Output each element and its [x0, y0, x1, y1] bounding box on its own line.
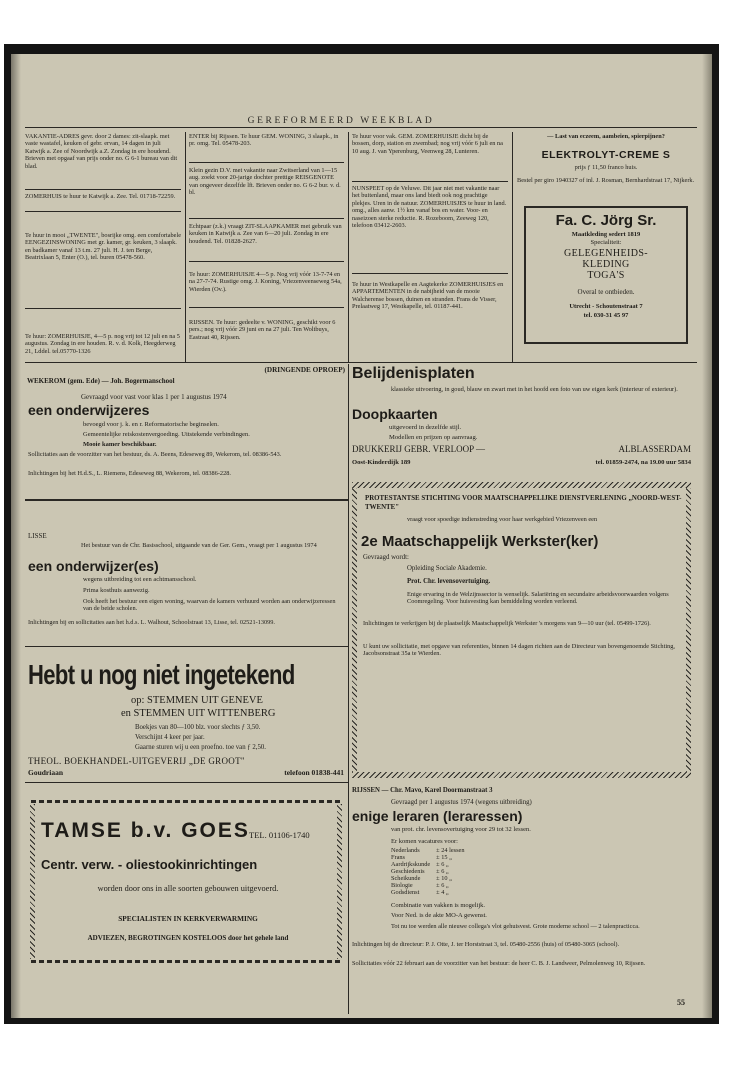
- page-shadow-right: [702, 54, 712, 1018]
- stichting-border-left: [352, 488, 357, 772]
- rijssen-info: Inlichtingen bij de directeur: P. J. Otte, J. ter Horststraat 3, tel. 05480-2556 (huis) of 05480-3065 (school).: [352, 941, 620, 948]
- wekerom-intro: Gevraagd voor vast voor klas 1 per 1 augustus 1974: [81, 393, 227, 401]
- subject-table: [391, 847, 470, 896]
- tamse-border-right: [337, 804, 342, 959]
- wekerom-info: Inlichtingen bij het H.d.S., L. Riemens, Edeseweg 88, Wekerom, tel. 08386-228.: [28, 470, 231, 477]
- subject-row: [391, 861, 470, 868]
- rijssen-applications: Sollicitaties vóór 22 februari aan de voorzitter van het bestuur: de heer C. B. J. Landweer, Pelmolenweg 10, Rijssen.: [352, 960, 646, 967]
- stemmen-geneve: op: STEMMEN UIT GENEVE: [131, 695, 263, 706]
- publisher-phone: telefoon 01838-441: [284, 768, 344, 777]
- jorg-advertisement: [524, 206, 688, 344]
- rijssen-intro: Gevraagd per 1 augustus 1974 (wegens uitbreiding): [391, 799, 532, 806]
- stichting-information: Inlichtingen te verkrijgen bij de plaatselijk Maatschappelijk Werkster 's morgens van 9—10 uur (tel. 05499-1726).: [363, 620, 651, 627]
- rijssen-heading: enige leraren (leraressen): [352, 808, 523, 824]
- subject-row: [391, 882, 470, 889]
- subject-lessons: ± 6 „: [436, 882, 449, 889]
- subject-name: Geschiedenis: [391, 868, 425, 875]
- rijssen-housing: Tot nu toe werden alle nieuwe collega's vlot gehuisvest. Grote moderne school — 2 talenpracticca.: [391, 923, 640, 930]
- wekerom-requirement: bevoegd voor j. k. en r. Reformatorische beginselen.: [83, 421, 219, 428]
- tamse-border-bottom: [31, 960, 341, 963]
- subject-row: [391, 847, 470, 854]
- drukkerij-city: ALBLASSERDAM: [618, 444, 691, 454]
- subscription-price: Boekjes van 80—100 blz. voor slechts ƒ 3,50.: [135, 724, 261, 731]
- belijdenisplaten-description: klassieke uitvoering, in goud, blauw en zwart met in het hoofd een foto van uw eigen kerk (interieur of exterieur).: [391, 386, 678, 393]
- ad-divider: [25, 189, 181, 190]
- classified-ad-nunspeet: NUNSPEET op de Veluwe. Dit jaar niet met vakantie naar het buitenland, maar ons land biedt ook nog prachtige plekjes. Uren in de natuur. ZOMERHUISJES te huur in land. omg., alles aanw. 1½ km vanaf bos en water. Voor- en naseizoen sterke reductie. R. Rozeboom, Zeeweg 120, telefoon 03412-2603.: [352, 185, 507, 230]
- wekerom-heading: een onderwijzeres: [28, 402, 150, 418]
- column-divider-3: [512, 132, 513, 362]
- wekerom-applications: Sollicitaties aan de voorzitter van het bestuur, ds. A. Beens, Edeseweg 89, Wekerom, tel. 08386-543.: [28, 451, 282, 458]
- page-shadow-left: [11, 54, 21, 1018]
- doopkaarten-models: Modellen en prijzen op aanvraag.: [389, 434, 478, 441]
- elektrolyt-creme-brand: ELEKTROLYT-CREME S: [541, 149, 671, 161]
- rijssen-combination: Combinatie van vakken is mogelijk.: [391, 902, 486, 909]
- stichting-job-title: 2e Maatschappelijk Werkster(ker): [361, 533, 599, 550]
- jorg-product-3: TOGA'S: [587, 270, 625, 281]
- jorg-specialty-label: Specialiteit:: [590, 239, 622, 246]
- classified-ad-zomerhuisje-wierden: Te huur: ZOMERHUISJE 4—5 p. Nog vrij vóór 13-7-74 en na 27-7-74. Rustige omg. J. Koning, Vriezenveenseweg 54a, Wierden (Ov.).: [189, 271, 342, 293]
- classified-ad-zomerhuisje-lochem: Te huur: ZOMERHUISJE, 4—5 p. nog vrij tot 12 juli en na 5 augustus. Zondag in ere houden. R. v. d. Kolk, Heegderweg 21, Lddel. tel.05770-1326: [25, 333, 180, 355]
- subject-name: Aardrijkskunde: [391, 861, 431, 868]
- stichting-requirement-education: Opleiding Sociale Akademie.: [407, 565, 487, 572]
- tamse-specialty: SPECIALISTEN IN KERKVERWARMING: [118, 914, 258, 923]
- lisse-housing: Ook heeft het bestuur een eigen woning, waarvan de kamers verhuurd worden aan onderwijzeressen van de beide scholen.: [83, 598, 336, 613]
- belijdenisplaten-heading: Belijdenisplaten: [352, 365, 475, 382]
- page-header-title: GEREFORMEERD WEEKBLAD: [247, 116, 435, 126]
- publisher-city: Goudriaan: [28, 768, 64, 777]
- urgent-call-tag: (DRINGENDE OPROEP): [264, 366, 345, 374]
- wekerom-room: Mooie kamer beschikbaar.: [83, 441, 157, 448]
- subject-row: [391, 889, 470, 896]
- header-rule: [25, 127, 697, 128]
- stichting-application: U kunt uw sollicitatie, met opgave van referenties, binnen 14 dagen richten aan de Directeur van bovengenoemde Stichting, Jacobsonstraat 35a te Wierden.: [363, 643, 675, 658]
- tamse-border-top: [31, 800, 341, 803]
- subscription-headline: Hebt u nog niet ingetekend: [28, 659, 295, 691]
- subject-lessons: ± 6 „: [436, 861, 449, 868]
- lisse-heading: een onderwijzer(es): [28, 558, 159, 574]
- subject-name: Godsdienst: [391, 889, 420, 896]
- stichting-organization: PROTESTANTSE STICHTING VOOR MAATSCHAPPELIJKE DIENSTVERLENING „NOORD-WEST-TWENTE": [365, 495, 682, 511]
- subject-name: Nederlands: [391, 847, 420, 854]
- lisse-intro: Het bestuur van de Chr. Basisschool, uitgaande van de Ger. Gem., vraagt per 1 augustus 1974: [81, 542, 317, 549]
- doopkaarten-heading: Doopkaarten: [352, 406, 438, 422]
- doopkaarten-style: uitgevoerd in dezelfde stijl.: [389, 424, 462, 431]
- subject-name: Scheikunde: [391, 875, 421, 882]
- subject-lessons: ± 24 lessen: [436, 847, 465, 854]
- jorg-product-1: GELEGENHEIDS-: [563, 248, 649, 259]
- ad-divider: [189, 261, 344, 262]
- subject-row: [391, 875, 470, 882]
- stichting-conditions: Enige ervaring in de Welzijnssector is wenselijk. Salariëring en secundaire arbeidsvoorwaarden volgens Coomregeling. Voor huisvesting kan bemiddeling worden verleend.: [407, 591, 669, 606]
- elektrolyt-price: prijs ƒ 11,50 franco huis.: [574, 164, 638, 171]
- subscription-sample: Gaarne sturen wij u een proefno. toe van ƒ 2,50.: [135, 744, 266, 751]
- classified-ad-zit-slaapkamer: Echtpaar (z.k.) vraagt ZIT-SLAAPKAMER met gebruik van keuken in Katwijk a. Zee van 6—20 juli. Zondag in ere houdend. Tel. 01828-2627.: [189, 223, 342, 245]
- main-column-divider: [348, 364, 349, 1014]
- jorg-address: Utrecht - Schoutenstraat 7: [569, 303, 643, 310]
- tamse-company: TAMSE b.v. GOES: [41, 819, 250, 842]
- jorg-service: Overal te ontbieden.: [577, 288, 635, 296]
- drukkerij-phone: tel. 01859-2474, na 19.00 uur 5834: [595, 459, 691, 466]
- subject-lessons: ± 10 „: [436, 875, 452, 882]
- jorg-tagline: Maatkleding sedert 1819: [571, 231, 641, 238]
- ad-divider: [25, 211, 181, 212]
- classified-ad-zomerhuis-katwijk: ZOMERHUIS te huur te Katwijk a. Zee. Tel. 01718-72259.: [25, 193, 176, 200]
- lisse-place: LISSE: [28, 532, 47, 540]
- eczeem-question: — Last van eczeem, aambeien, spierpijnen?: [547, 133, 665, 140]
- tamse-phone: TEL. 01106-1740: [249, 830, 310, 840]
- rijssen-vacancies-label: Er komen vacatures voor:: [391, 838, 458, 845]
- ad-divider: [352, 273, 508, 274]
- stichting-border-bottom: [352, 772, 691, 778]
- classified-ad-vakantie-adres: VAKANTIE-ADRES gevr. door 2 dames: zit-slaapk. met vaste wastafel, keuken of gebr. ervan, 14 dagen in juli Katwijk a. Zee of Noordwijk a.Z. Zondag in ere houdend. Brieven met opgaaf van prijs onder no. G 6-1 bureau van dit blad.: [25, 133, 178, 170]
- section-rule: [25, 499, 348, 501]
- classified-ad-rijssen-woning: RIJSSEN. Te huur: gedeelte v. WONING, geschikt voor 6 pers.; nog vrij vóór 29 juni en na 27 juli. Ten Woltbuys, Eastraat 40, Rijssen.: [189, 319, 336, 341]
- tamse-border-left: [30, 804, 35, 959]
- lisse-board: Prima kosthuis aanwezig.: [83, 587, 150, 594]
- stichting-requirements-label: Gevraagd wordt:: [363, 554, 409, 561]
- rijssen-faith: van prot. chr. levensovertuiging voor 29 tot 32 lessen.: [391, 826, 531, 833]
- page-number: 55: [677, 998, 685, 1007]
- ad-divider: [189, 218, 344, 219]
- section-rule: [25, 362, 697, 363]
- stichting-border-top: [352, 482, 691, 488]
- subject-row: [391, 854, 470, 861]
- rijssen-akte: Voor Ned. is de akte MO-A gewenst.: [391, 912, 487, 919]
- ad-divider: [352, 181, 508, 182]
- jorg-name: Fa. C. Jörg Sr.: [555, 212, 657, 229]
- tamse-description: worden door ons in alle soorten gebouwen uitgevoerd.: [97, 884, 279, 893]
- ad-divider: [189, 307, 344, 308]
- tamse-advice: ADVIEZEN, BEGROTINGEN KOSTELOOS door het gehele land: [87, 934, 289, 942]
- subject-lessons: ± 6 „: [436, 868, 449, 875]
- classified-ad-enter: ENTER bij Rijssen. Te huur GEM. WONING, 3 slaapk., in pr. omg. Tel. 05478-203.: [189, 133, 339, 148]
- subject-lessons: ± 15 „: [436, 854, 452, 861]
- stichting-requirement-faith: Prot. Chr. levensovertuiging.: [407, 578, 491, 585]
- subject-name: Biologie: [391, 882, 413, 889]
- stemmen-wittenberg: en STEMMEN UIT WITTENBERG: [121, 708, 276, 719]
- ad-divider: [189, 162, 344, 163]
- publisher-name: THEOL. BOEKHANDEL-UITGEVERIJ „DE GROOT": [28, 756, 245, 766]
- drukkerij-name: DRUKKERIJ GEBR. VERLOOP —: [352, 444, 486, 454]
- newspaper-page: [11, 54, 712, 1018]
- drukkerij-address: Oost-Kinderdijk 189: [352, 459, 411, 466]
- stichting-intro: vraagt voor spoedige indienstreding voor haar werkgebied Vriezenveen een: [407, 516, 598, 523]
- classified-ad-twente: Te huur in mooi „TWENTE", bosrijke omg. een comfortabele EENGEZINSWONING met gr. kamer, gr. keuken, 3 slaapk. en badkamer vanaf 13 t.m. 27 juli. H. J. ten Berge, Beatrixlaan 5, Enter (O.), tel. buren 05478-560.: [25, 232, 182, 262]
- wekerom-benefits: Gemeentelijke reiskostenvergoeding. Uitstekende verbindingen.: [83, 431, 250, 438]
- column-divider-1: [185, 132, 186, 362]
- elektrolyt-order: Bestel per giro 1940327 of inl. J. Rosman, Bernhardstraat 17, Nijkerk.: [517, 177, 695, 184]
- tamse-service: Centr. verw. - oliestookinrichtingen: [41, 857, 258, 872]
- stichting-border-right: [686, 488, 691, 772]
- lisse-info: Inlichtingen bij en sollicitaties aan het h.d.s. L. Walhout, Schoolstraat 13, Lisse, tel. 02521-13099.: [28, 619, 276, 626]
- lisse-reason: wegens uitbreiding tot een achtmansschool.: [83, 576, 197, 583]
- section-rule: [25, 782, 348, 783]
- subject-name: Frans: [391, 854, 405, 861]
- section-rule: [25, 646, 348, 647]
- jorg-phone: tel. 030-31 45 97: [583, 312, 629, 319]
- rijssen-school: RIJSSEN — Chr. Mavo, Karel Doormanstraat 3: [352, 787, 493, 794]
- classified-ad-lunteren: Te huur voor vak. GEM. ZOMERHUISJE dicht bij de bossen, dorp, station en zwembad; nog vrij vóór 6 juli en na 10 aug. J. van Yperenburg, Veenweg 28, Lunteren.: [352, 133, 503, 155]
- classified-ad-westkapelle: Te huur in Westkapelle en Aagtekerke ZOMERHUISJES en APPARTEMENTEN in de nabijheid van de mooie Walcherense bossen, duinen en stranden. Frans de Visser, Prelaatweg 17, Westkapelle, tel. 01187-441.: [352, 281, 504, 311]
- wekerom-school: WEKEROM (gem. Ede) — Joh. Bogermanschool: [27, 377, 175, 385]
- classified-ad-reisgenote: Klein gezin D.V. met vakantie naar Zwitserland van 1—15 aug. zoekt voor 20-jarige dochter prettige REISGENOTE van ongeveer dezelfde lft. Brieven onder no. G 6-2 bur. v. d. bl.: [189, 167, 341, 197]
- subject-lessons: ± 4 „: [436, 889, 449, 896]
- ad-divider: [25, 308, 181, 309]
- subscription-frequency: Verschijnt 4 keer per jaar.: [135, 734, 205, 741]
- column-divider-2: [348, 132, 349, 362]
- subject-row: [391, 868, 470, 875]
- jorg-product-2: KLEDING: [582, 259, 630, 270]
